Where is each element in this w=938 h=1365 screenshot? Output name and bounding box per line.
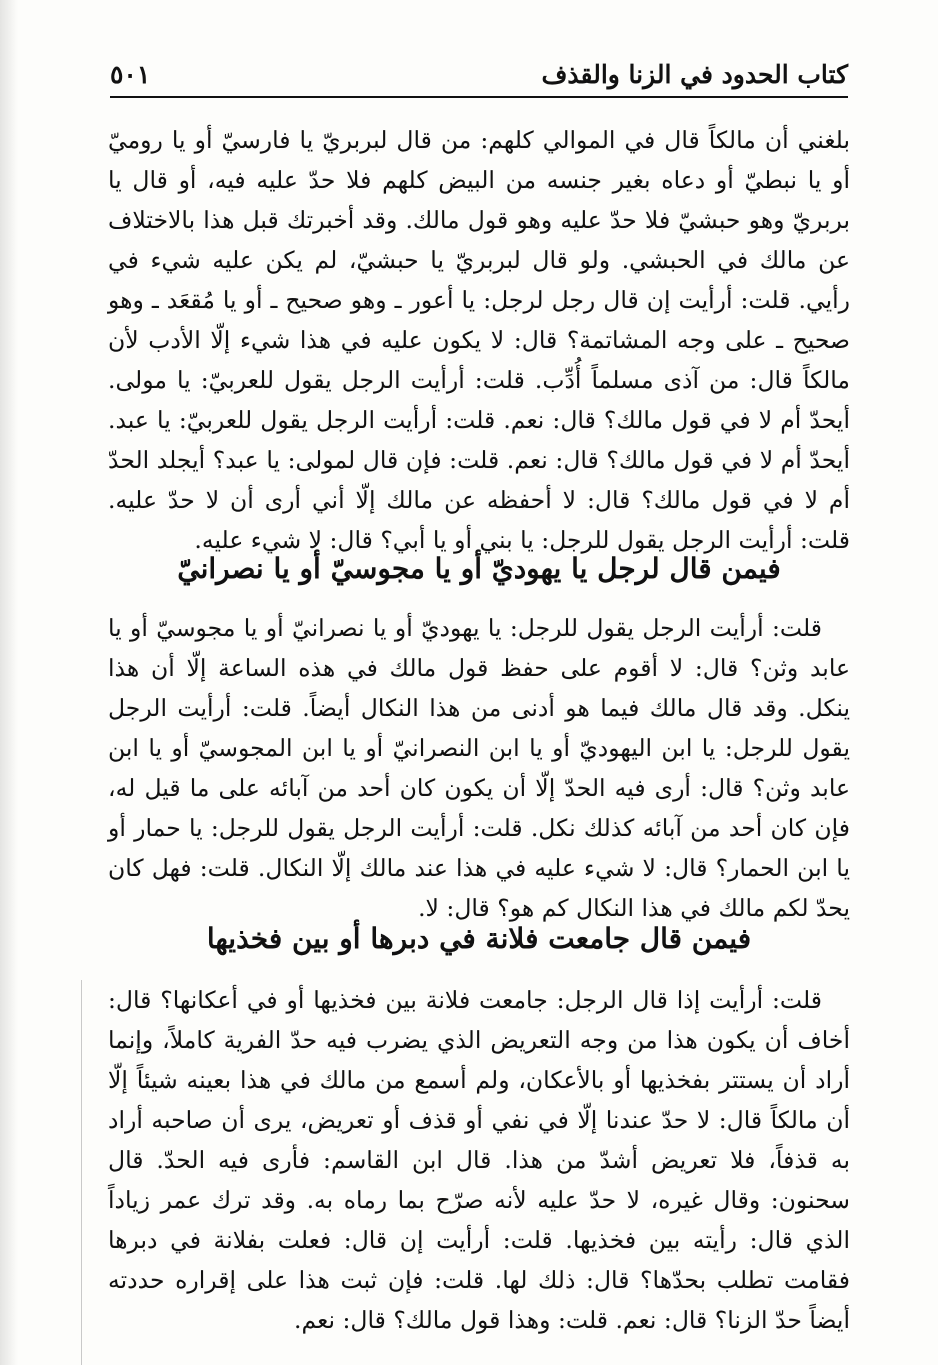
section-heading-1: فيمن قال لرجل يا يهوديّ أو يا مجوسيّ أو يا نصرانيّ <box>177 552 781 585</box>
paragraph-text: قلت: أرأيت الرجل يقول للرجل: يا يهوديّ أو يا نصرانيّ أو يا مجوسيّ أو يا عابد وثن؟ قال: لا أقوم على حفظ قول مالك في هذه الساعة إلّا أن هذا ينكل. وقد قال مالك فيما هو أدنى من هذا النكال أيضاً. قلت: أرأيت الرجل يقول للرجل: يا ابن اليهوديّ أو يا ابن النصرانيّ أو يا ابن المجوسيّ أو يا ابن عابد وثن؟ قال: أرى فيه الحدّ إلّا أن يكون كان أحد من آبائه على ما قيل له، فإن كان أحد من آبائه كذلك نكل. قلت: أرأيت الرجل يقول للرجل: يا حمار أو يا ابن الحمار؟ قال: لا شيء عليه في هذا عند مالك إلّا النكال. قلت: فهل كان يحدّ لكم مالك في هذا النكال كم هو؟ قال: لا. <box>108 614 850 922</box>
paragraph-1 <box>108 120 850 560</box>
paragraph-text: بلغني أن مالكاً قال في الموالي كلهم: من قال لبربريّ يا فارسيّ أو يا روميّ أو يا نبطيّ أو دعاه بغير جنسه من البيض كلهم فلا حدّ عليه فيه، أو قال يا بربريّ وهو حبشيّ فلا حدّ عليه وهو قول مالك. وقد أخبرتك قبل هذا بالاختلاف عن مالك في الحبشي. ولو قال لبربريّ يا حبشيّ، لم يكن عليه شيء في رأيي. قلت: أرأيت إن قال رجل لرجل: يا أعور ـ وهو صحيح ـ أو يا مُقعَد ـ وهو صحيح ـ على وجه المشاتمة؟ قال: لا يكون عليه في هذا شيء إلّا الأدب لأن مالكاً قال: من آذى مسلماً أُدِّب. قلت: أرأيت الرجل يقول للعربيّ: يا مولى. أيحدّ أم لا في قول مالك؟ قال: نعم. قلت: أرأيت الرجل يقول للعربيّ: يا عبد. أيحدّ أم لا في قول مالك؟ قال: نعم. قلت: فإن قال لمولى: يا عبد؟ أيجلد الحدّ أم لا في قول مالك؟ قال: لا أحفظه عن مالك إلّا أني أرى أن لا حدّ عليه. قلت: أرأيت الرجل يقول للرجل: يا بني أو يا أبي؟ قال: لا شيء عليه. <box>108 126 850 554</box>
page-header <box>110 56 848 92</box>
scan-edge-shadow <box>0 0 18 1365</box>
section-heading-2: فيمن قال جامعت فلانة في دبرها أو بين فخذيها <box>206 922 752 955</box>
paragraph-3 <box>108 980 850 1340</box>
header-rule <box>110 96 848 98</box>
paragraph-2 <box>108 608 850 928</box>
page-number: ٥٠١ <box>110 59 151 89</box>
running-title: كتاب الحدود في الزنا والقذف <box>541 59 848 89</box>
paragraph-text: قلت: أرأيت إذا قال الرجل: جامعت فلانة بين فخذيها أو في أعكانها؟ قال: أخاف أن يكون هذا من وجه التعريض الذي يضرب فيه حدّ الفرية كاملاً، وإنما أراد أن يستتر بفخذيها أو بالأعكان، ولم أسمع من مالك في هذا بعينه شيئاً إلّا أن مالكاً قال: لا حدّ عندنا إلّا في نفي أو قذف أو تعريض، يرى أن صاحبه أراد به قذفاً، فلا تعريض أشدّ من هذا. قال ابن القاسم: فأرى فيه الحدّ. قال سحنون: وقال غيره، لا حدّ عليه لأنه صرّح بما رماه به. وقد ترك عمر زياداً الذي قال: رأيته بين فخذيها. قلت: أرأيت إن قال: فعلت بفلانة في دبرها فقامت تطلب بحدّها؟ قال: ذلك لها. قلت: فإن ثبت هذا على إقراره حددته أيضاً حدّ الزنا؟ قال: نعم. قلت: وهذا قول مالك؟ قال: نعم. <box>108 986 850 1334</box>
scan-gutter-line <box>81 980 82 1365</box>
